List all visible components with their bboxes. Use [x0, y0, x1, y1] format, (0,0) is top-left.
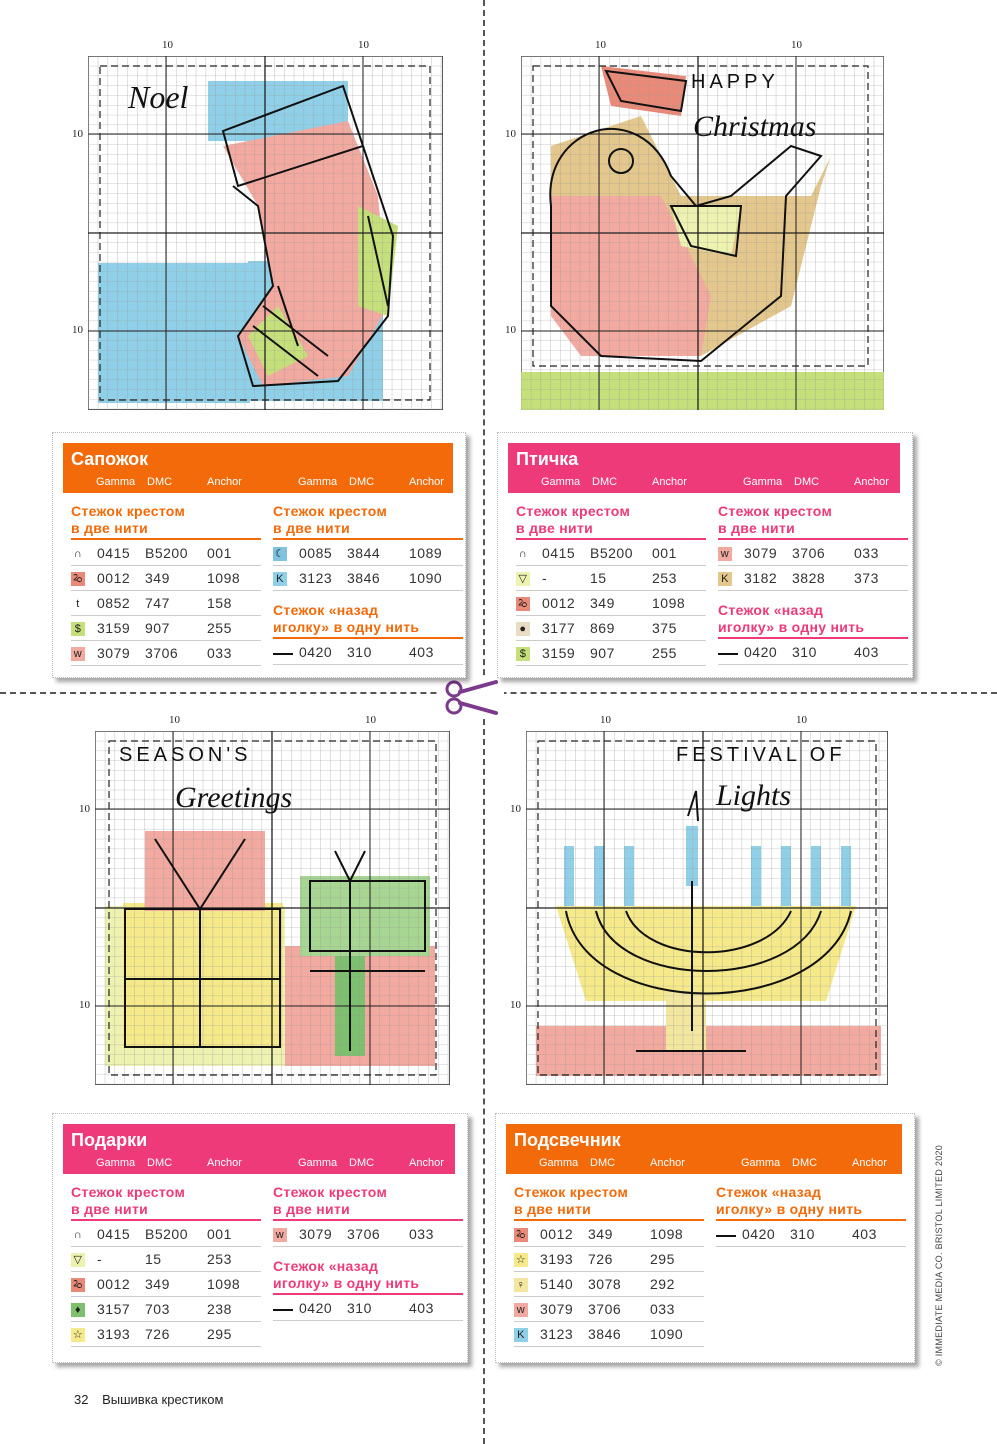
col-gamma-label: Gamma: [96, 1157, 136, 1169]
dmc-code: 349: [145, 570, 170, 586]
scissors-icon: [440, 677, 504, 717]
dmc-code: B5200: [145, 1226, 188, 1242]
anchor-code: 253: [652, 570, 677, 586]
thread-symbol-icon: w: [718, 547, 732, 561]
thread-row: [514, 1250, 704, 1272]
col-dmc-label: DMC: [147, 1157, 173, 1169]
col-anchor-label: Anchor: [652, 476, 687, 488]
row-divider: [273, 664, 463, 665]
gamma-code: 3079: [299, 1226, 333, 1242]
thread-row: [71, 1275, 261, 1297]
thread-row: [514, 1275, 704, 1297]
thread-row: [718, 569, 908, 591]
tick-left-bottom: 10: [505, 324, 516, 336]
tick-top-left: 10: [600, 714, 611, 726]
thread-row: [71, 594, 261, 616]
gamma-code: 3182: [744, 570, 778, 586]
row-divider: [71, 1271, 261, 1272]
gamma-code: 0415: [97, 1226, 131, 1242]
row-divider: [71, 615, 261, 616]
section-title-line: иголку» в одну нить: [716, 1201, 863, 1217]
col-gamma-label: Gamma: [743, 476, 783, 488]
thread-row: [273, 544, 463, 566]
key-header: [506, 1124, 902, 1174]
col-anchor-label: Anchor: [650, 1157, 685, 1169]
gamma-code: 3193: [97, 1326, 131, 1342]
col-anchor-label: Anchor: [207, 476, 242, 488]
chart-stocking-title: Noel: [128, 79, 189, 115]
gamma-code: 0085: [299, 545, 333, 561]
row-divider: [516, 615, 706, 616]
thread-row: [273, 1225, 463, 1247]
section-title-line: Стежок крестом: [273, 503, 388, 519]
anchor-code: 033: [207, 645, 232, 661]
anchor-code: 375: [652, 620, 677, 636]
thread-row: [516, 619, 706, 641]
dmc-code: 3706: [347, 1226, 381, 1242]
gamma-code: 3159: [97, 620, 131, 636]
anchor-code: 403: [409, 644, 434, 660]
anchor-code: 033: [409, 1226, 434, 1242]
thread-row: [514, 1300, 704, 1322]
thread-row: [273, 569, 463, 591]
chart-stocking: [72, 39, 443, 410]
section-title-line: Стежок крестом: [718, 503, 833, 519]
anchor-code: 1098: [652, 595, 686, 611]
anchor-code: 238: [207, 1301, 232, 1317]
tick-top-right: 10: [796, 714, 807, 726]
col-dmc-label: DMC: [592, 476, 618, 488]
gamma-code: 3177: [542, 620, 576, 636]
section-title-line: в две нити: [516, 520, 594, 536]
anchor-code: 1090: [650, 1326, 684, 1342]
section-title-line: в две нити: [71, 1201, 149, 1217]
backstitch-line-icon: [273, 1309, 293, 1311]
thread-row: [273, 643, 463, 665]
dmc-code: 3828: [792, 570, 826, 586]
key-header: [63, 443, 453, 493]
anchor-code: 403: [854, 644, 879, 660]
section-title: [718, 602, 864, 636]
section-rule: [716, 1219, 906, 1221]
anchor-code: 158: [207, 595, 232, 611]
page-number: 32: [74, 1392, 89, 1407]
thread-row: [718, 544, 908, 566]
section-rule: [514, 1219, 704, 1221]
chart-bird-title-1: HAPPY: [691, 71, 779, 93]
gamma-code: 0852: [97, 595, 131, 611]
chart-gifts: [79, 714, 450, 1085]
row-divider: [273, 565, 463, 566]
key-column-labels: [63, 476, 453, 490]
dmc-code: 3846: [347, 570, 381, 586]
section-title: [71, 1184, 185, 1218]
section-rule: [273, 538, 463, 540]
col-anchor-label: Anchor: [852, 1157, 887, 1169]
thread-symbol-icon: ☆: [515, 1254, 527, 1266]
section-rule: [718, 538, 908, 540]
col-dmc-label: DMC: [792, 1157, 818, 1169]
row-divider: [71, 1246, 261, 1247]
section-title-line: иголку» в одну нить: [273, 1275, 420, 1291]
col-gamma-label: Gamma: [96, 476, 136, 488]
row-divider: [718, 590, 908, 591]
thread-symbol-icon: $: [71, 622, 85, 636]
gamma-code: 3193: [540, 1251, 574, 1267]
thread-symbol-icon: ●: [516, 622, 530, 636]
col-dmc-label: DMC: [794, 476, 820, 488]
thread-row: [71, 1325, 261, 1347]
section-title-line: в две нити: [273, 520, 351, 536]
thread-symbol-icon: ▽: [71, 1253, 85, 1267]
gamma-code: -: [97, 1251, 103, 1267]
thread-row: [273, 1299, 463, 1321]
key-title: Птичка: [516, 449, 579, 469]
section-rule: [718, 637, 908, 639]
tick-top-right: 10: [358, 39, 369, 51]
key-header: [63, 1124, 455, 1174]
row-divider: [716, 1246, 906, 1247]
col-gamma-label: Gamma: [298, 476, 338, 488]
chart-menorah: [510, 714, 888, 1085]
col-gamma-label: Gamma: [539, 1157, 579, 1169]
col-anchor-label: Anchor: [854, 476, 889, 488]
section-rule: [273, 1293, 463, 1295]
thread-row: [516, 544, 706, 566]
anchor-code: 1089: [409, 545, 443, 561]
dmc-code: 310: [347, 644, 372, 660]
thread-row: [716, 1225, 906, 1247]
section-title-line: Стежок крестом: [516, 503, 631, 519]
gamma-code: 5140: [540, 1276, 574, 1292]
section-rule: [273, 637, 463, 639]
key-bird: [497, 432, 913, 678]
key-gifts: [52, 1113, 468, 1363]
tick-top-right: 10: [365, 714, 376, 726]
anchor-code: 001: [207, 1226, 232, 1242]
section-title-line: в две нити: [273, 1201, 351, 1217]
row-divider: [273, 1320, 463, 1321]
anchor-code: 1098: [207, 1276, 241, 1292]
dmc-code: 310: [347, 1300, 372, 1316]
row-divider: [516, 565, 706, 566]
tick-top-left: 10: [595, 39, 606, 51]
gamma-code: 3079: [540, 1301, 574, 1317]
dmc-code: 349: [588, 1226, 613, 1242]
section-title-line: Стежок крестом: [273, 1184, 388, 1200]
chart-menorah-title-2: Lights: [716, 779, 792, 812]
thread-symbol-icon: ▽: [516, 572, 530, 586]
row-divider: [516, 640, 706, 641]
tick-left-bottom: 10: [72, 324, 83, 336]
anchor-code: 1098: [650, 1226, 684, 1242]
col-anchor-label: Anchor: [409, 476, 444, 488]
dmc-code: B5200: [590, 545, 633, 561]
chart-menorah-svg: [526, 731, 888, 1085]
dmc-code: 349: [145, 1276, 170, 1292]
anchor-code: 295: [650, 1251, 675, 1267]
thread-symbol-icon: w: [273, 1228, 287, 1242]
cut-line-vertical: [483, 0, 485, 1444]
section-title-line: Стежок «назад: [716, 1184, 822, 1200]
section-title: [273, 1184, 387, 1218]
col-anchor-label: Anchor: [409, 1157, 444, 1169]
section-title-line: в две нити: [71, 520, 149, 536]
thread-symbol-icon: ꕫ: [517, 598, 529, 610]
thread-row: [71, 644, 261, 666]
section-title-line: иголку» в одну нить: [718, 619, 865, 635]
key-column-labels: [506, 1157, 902, 1171]
section-title: [716, 1184, 862, 1218]
section-rule: [71, 1219, 261, 1221]
section-title-line: Стежок «назад: [273, 602, 379, 618]
thread-symbol-icon: ꕫ: [515, 1229, 527, 1241]
gamma-code: 0415: [97, 545, 131, 561]
gamma-code: 0012: [97, 1276, 131, 1292]
tick-left-bottom: 10: [510, 999, 521, 1011]
row-divider: [273, 590, 463, 591]
thread-row: [71, 1225, 261, 1247]
col-anchor-label: Anchor: [207, 1157, 242, 1169]
section-title-line: Стежок крестом: [71, 1184, 186, 1200]
thread-row: [71, 1250, 261, 1272]
thread-symbol-icon: $: [516, 647, 530, 661]
dmc-code: 3706: [145, 645, 179, 661]
backstitch-line-icon: [716, 1235, 736, 1237]
gamma-code: 3157: [97, 1301, 131, 1317]
section-title: [514, 1184, 628, 1218]
anchor-code: 253: [207, 1251, 232, 1267]
tick-left-top: 10: [72, 128, 83, 140]
section-title-line: Стежок крестом: [71, 503, 186, 519]
tick-top-right: 10: [791, 39, 802, 51]
col-dmc-label: DMC: [590, 1157, 616, 1169]
gamma-code: 0420: [299, 1300, 333, 1316]
backstitch-line-icon: [273, 653, 293, 655]
tick-top-left: 10: [169, 714, 180, 726]
row-divider: [71, 640, 261, 641]
thread-symbol-icon: K: [514, 1328, 528, 1342]
section-title-line: Стежок крестом: [514, 1184, 629, 1200]
thread-symbol-icon: ∩: [71, 547, 85, 561]
thread-symbol-icon: ♦: [71, 1303, 85, 1317]
key-title: Подсвечник: [514, 1130, 621, 1150]
chart-gifts-title-2: Greetings: [175, 781, 293, 814]
dmc-code: 3706: [588, 1301, 622, 1317]
col-gamma-label: Gamma: [298, 1157, 338, 1169]
thread-symbol-icon: w: [514, 1303, 528, 1317]
thread-row: [516, 569, 706, 591]
section-rule: [273, 1219, 463, 1221]
tick-left-top: 10: [505, 128, 516, 140]
thread-row: [514, 1325, 704, 1347]
dmc-code: B5200: [145, 545, 188, 561]
gamma-code: 0415: [542, 545, 576, 561]
section-rule: [71, 538, 261, 540]
anchor-code: 373: [854, 570, 879, 586]
section-title: [71, 503, 185, 537]
section-title-line: в две нити: [718, 520, 796, 536]
dmc-code: 3706: [792, 545, 826, 561]
row-divider: [514, 1246, 704, 1247]
gamma-code: 0420: [299, 644, 333, 660]
dmc-code: 349: [590, 595, 615, 611]
thread-row: [71, 1300, 261, 1322]
dmc-code: 726: [145, 1326, 170, 1342]
section-title: [718, 503, 832, 537]
dmc-code: 907: [590, 645, 615, 661]
anchor-code: 1098: [207, 570, 241, 586]
anchor-code: 1090: [409, 570, 443, 586]
gamma-code: 3079: [97, 645, 131, 661]
anchor-code: 403: [409, 1300, 434, 1316]
key-header: [508, 443, 900, 493]
row-divider: [71, 590, 261, 591]
thread-row: [514, 1225, 704, 1247]
thread-symbol-icon: w: [71, 647, 85, 661]
section-title: [516, 503, 630, 537]
gamma-code: -: [542, 570, 548, 586]
row-divider: [71, 1346, 261, 1347]
row-divider: [71, 1296, 261, 1297]
chart-stocking-svg: [88, 56, 443, 410]
section-rule: [516, 538, 706, 540]
dmc-code: 3846: [588, 1326, 622, 1342]
gamma-code: 0012: [97, 570, 131, 586]
chart-gifts-title-1: SEASON'S: [119, 744, 252, 766]
chart-bird: [505, 39, 884, 410]
thread-symbol-icon: ♀: [514, 1278, 528, 1292]
gamma-code: 0420: [742, 1226, 776, 1242]
row-divider: [516, 665, 706, 666]
thread-symbol-icon: ∩: [516, 547, 530, 561]
dmc-code: 747: [145, 595, 170, 611]
anchor-code: 292: [650, 1276, 675, 1292]
chart-gifts-svg: [95, 731, 450, 1085]
anchor-code: 001: [207, 545, 232, 561]
gamma-code: 0420: [744, 644, 778, 660]
row-divider: [514, 1296, 704, 1297]
row-divider: [71, 565, 261, 566]
anchor-code: 255: [207, 620, 232, 636]
dmc-code: 15: [145, 1251, 162, 1267]
dmc-code: 726: [588, 1251, 613, 1267]
dmc-code: 15: [590, 570, 607, 586]
chart-bird-title-2: Christmas: [693, 110, 817, 143]
row-divider: [514, 1271, 704, 1272]
dmc-code: 3078: [588, 1276, 622, 1292]
anchor-code: 295: [207, 1326, 232, 1342]
dmc-code: 869: [590, 620, 615, 636]
thread-row: [516, 594, 706, 616]
thread-row: [71, 569, 261, 591]
thread-row: [718, 643, 908, 665]
thread-symbol-icon: ☾: [274, 548, 286, 560]
tick-top-left: 10: [162, 39, 173, 51]
thread-symbol-icon: K: [273, 572, 287, 586]
key-stocking: [52, 432, 466, 678]
col-dmc-label: DMC: [349, 476, 375, 488]
anchor-code: 403: [852, 1226, 877, 1242]
row-divider: [718, 664, 908, 665]
col-gamma-label: Gamma: [741, 1157, 781, 1169]
chart-bird-svg: [521, 56, 884, 410]
thread-symbol-icon: ꕫ: [72, 1279, 84, 1291]
thread-symbol-icon: ☆: [72, 1329, 84, 1341]
section-title-line: в две нити: [514, 1201, 592, 1217]
gamma-code: 0012: [542, 595, 576, 611]
row-divider: [273, 1246, 463, 1247]
row-divider: [71, 665, 261, 666]
thread-symbol-icon: K: [718, 572, 732, 586]
key-title: Сапожок: [71, 449, 149, 469]
row-divider: [514, 1321, 704, 1322]
dmc-code: 310: [792, 644, 817, 660]
tick-left-top: 10: [510, 803, 521, 815]
section-title-line: Стежок «назад: [273, 1258, 379, 1274]
dmc-code: 310: [790, 1226, 815, 1242]
key-menorah: [495, 1113, 915, 1363]
col-gamma-label: Gamma: [541, 476, 581, 488]
thread-row: [516, 644, 706, 666]
gamma-code: 3159: [542, 645, 576, 661]
row-divider: [71, 1321, 261, 1322]
dmc-code: 907: [145, 620, 170, 636]
section-title: [273, 1258, 419, 1292]
tick-left-bottom: 10: [79, 999, 90, 1011]
chart-menorah-title-1: FESTIVAL OF: [676, 744, 846, 766]
row-divider: [516, 590, 706, 591]
section-title: [273, 602, 419, 636]
key-title: Подарки: [71, 1130, 148, 1150]
gamma-code: 3079: [744, 545, 778, 561]
copyright-notice: © IMMEDIATE MEDIA CO. BRISTOL LIMITED 2020: [934, 1144, 944, 1366]
col-dmc-label: DMC: [349, 1157, 375, 1169]
dmc-code: 3844: [347, 545, 381, 561]
key-column-labels: [508, 476, 900, 490]
row-divider: [718, 565, 908, 566]
key-column-labels: [63, 1157, 455, 1171]
gamma-code: 3123: [540, 1326, 574, 1342]
anchor-code: 001: [652, 545, 677, 561]
anchor-code: 255: [652, 645, 677, 661]
dmc-code: 703: [145, 1301, 170, 1317]
thread-symbol-icon: t: [71, 597, 85, 611]
anchor-code: 033: [854, 545, 879, 561]
row-divider: [514, 1346, 704, 1347]
gamma-code: 3123: [299, 570, 333, 586]
gamma-code: 0012: [540, 1226, 574, 1242]
section-title-line: иголку» в одну нить: [273, 619, 420, 635]
thread-symbol-icon: ꕫ: [72, 573, 84, 585]
thread-symbol-icon: ∩: [71, 1228, 85, 1242]
section-title-line: Стежок «назад: [718, 602, 824, 618]
magazine-name: Вышивка крестиком: [102, 1392, 224, 1407]
col-dmc-label: DMC: [147, 476, 173, 488]
thread-row: [71, 544, 261, 566]
section-title: [273, 503, 387, 537]
backstitch-line-icon: [718, 653, 738, 655]
page-footer: [74, 1392, 223, 1407]
anchor-code: 033: [650, 1301, 675, 1317]
tick-left-top: 10: [79, 803, 90, 815]
thread-row: [71, 619, 261, 641]
